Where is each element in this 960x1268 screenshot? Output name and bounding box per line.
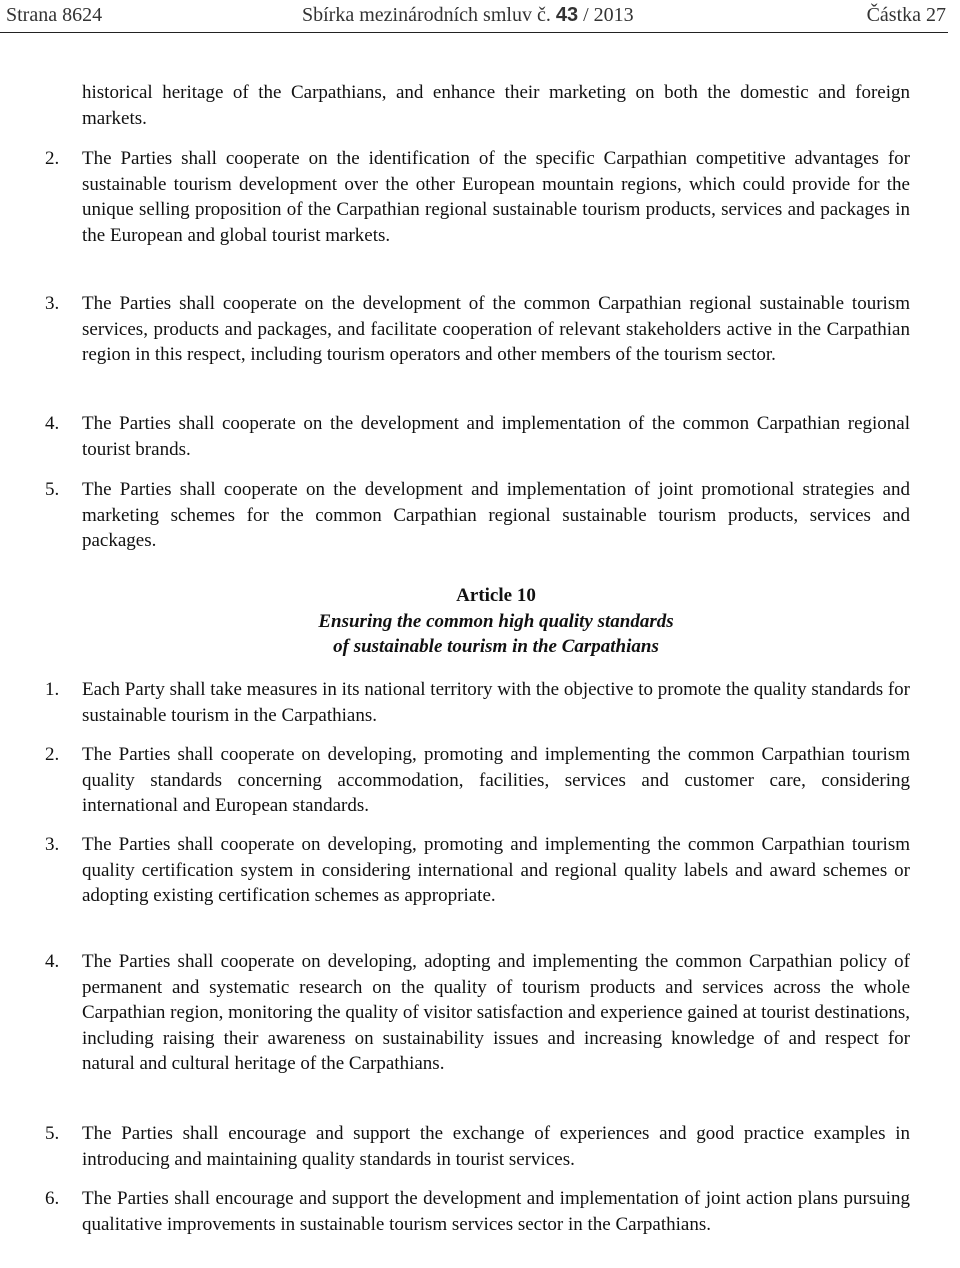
item-text: The Parties shall cooperate on developing, promoting and implementing the common Carpathian tourism quality certification system in considering international and regional quality labels and award schemes or adopting existing certification schemes as appropriate.	[82, 834, 910, 906]
issue-number: 43	[555, 4, 579, 26]
section-b-item-4	[45, 949, 910, 1077]
section-b-item-3	[45, 832, 910, 909]
collection-title	[302, 4, 634, 26]
collection-name: Sbírka mezinárodních smluv č.	[302, 4, 551, 26]
item-text: The Parties shall cooperate on the identification of the specific Carpathian competitive advantages for sustainable tourism development over the other European mountain regions, which could provide for the unique selling proposition of the Carpathian regional sustainable tourism products, services and packages in the European and global tourist markets.	[82, 148, 910, 246]
item-number: 5.	[45, 1123, 60, 1144]
section-b-item-1	[45, 677, 910, 728]
item-number: 3.	[45, 293, 60, 314]
article-title: Article 10	[456, 585, 536, 606]
item-text: The Parties shall cooperate on the development and implementation of joint promotional strategies and marketing schemes for the common Carpathian regional sustainable tourism products, services and packages.	[82, 479, 910, 551]
item-number: 2.	[45, 148, 60, 169]
item-number: 4.	[45, 951, 60, 972]
section-a-item-2	[45, 146, 910, 248]
header-divider	[0, 32, 948, 33]
section-a-item-5	[45, 477, 910, 554]
item-number: 4.	[45, 413, 60, 434]
item-number: 1.	[45, 679, 60, 700]
issue-year: / 2013	[583, 4, 634, 26]
section-b-item-5	[45, 1121, 910, 1172]
item-number: 6.	[45, 1188, 60, 1209]
item-number: 2.	[45, 744, 60, 765]
page-number: Strana 8624	[6, 4, 103, 26]
item-text: The Parties shall encourage and support the development and implementation of joint action plans pursuing qualitative improvements in sustainable tourism services sector in the Carpathians.	[82, 1188, 910, 1235]
item-text: Each Party shall take measures in its national territory with the objective to promote the quality standards for sustainable tourism in the Carpathians.	[82, 679, 910, 726]
section-b-item-2	[45, 742, 910, 819]
article-subtitle-line2: of sustainable tourism in the Carpathians	[333, 636, 659, 657]
article-subtitle-line1: Ensuring the common high quality standards	[318, 610, 674, 632]
item-text: The Parties shall cooperate on developing, adopting and implementing the common Carpathian policy of permanent and systematic research on the quality of tourism products and services across the whole Carpathian region, monitoring the quality of visitor satisfaction and experience gained at tourist destinations, including raising their awareness on sustainability issues and increasing knowledge of and respect for natural and cultural heritage of the Carpathians.	[82, 951, 910, 1074]
section-b-item-6	[45, 1186, 910, 1237]
part-label: Částka 27	[866, 4, 946, 26]
continuation-paragraph: historical heritage of the Carpathians, and enhance their marketing on both the domestic and foreign markets.	[82, 82, 910, 129]
page-header	[0, 0, 960, 34]
item-text: The Parties shall encourage and support the exchange of experiences and good practice examples in introducing and maintaining quality standards in tourist services.	[82, 1123, 910, 1170]
section-a-item-4	[45, 411, 910, 462]
item-text: The Parties shall cooperate on the development and implementation of the common Carpathian regional tourist brands.	[82, 413, 910, 460]
item-number: 5.	[45, 479, 60, 500]
item-number: 3.	[45, 834, 60, 855]
article-heading	[82, 583, 910, 660]
item-text: The Parties shall cooperate on developing, promoting and implementing the common Carpathian tourism quality standards concerning accommodation, facilities, services and customer care, considering international and European standards.	[82, 744, 910, 816]
item-text: The Parties shall cooperate on the development of the common Carpathian regional sustainable tourism services, products and packages, and facilitate cooperation of relevant stakeholders active in the Carpathian region in this respect, including tourism operators and other members of the tourism sector.	[82, 293, 910, 365]
section-a-item-3	[45, 291, 910, 368]
